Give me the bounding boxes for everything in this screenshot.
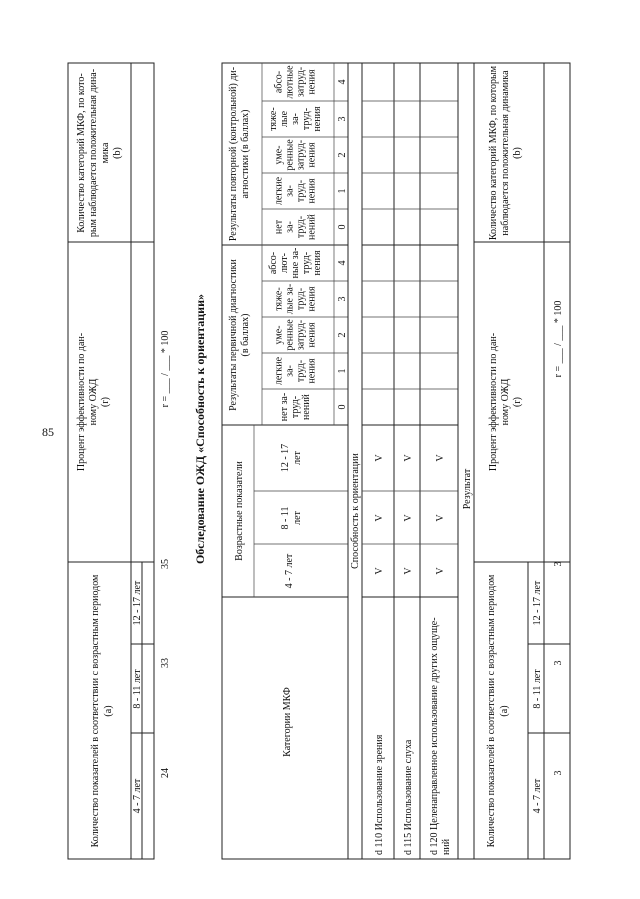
mkf-header: Категории МКФ	[282, 687, 293, 757]
primary-col-header: лые за-	[284, 283, 296, 315]
repeat-col-header: нения	[312, 106, 323, 132]
mkf-category-label: d 110 Использование зрения	[374, 734, 385, 855]
primary-col-header: нения	[312, 250, 323, 276]
repeat-score-label: 3	[337, 116, 348, 122]
repeat-col-header: нет	[273, 219, 285, 235]
bottom-value-4-7: 3	[553, 770, 564, 776]
age-check-mark: V	[435, 454, 446, 462]
primary-col-header: за-	[284, 365, 296, 377]
primary-col-header: затруд-	[295, 319, 307, 351]
repeat-col-header: труд-	[295, 215, 307, 239]
primary-col-header: тяже-	[273, 287, 285, 311]
primary-score-label: 3	[337, 296, 348, 302]
repeat-col-header: труд-	[301, 107, 312, 131]
primary-col-header: нений	[301, 394, 312, 420]
repeat-col-header: нения	[306, 178, 318, 204]
primary-col-header: нения	[306, 358, 318, 384]
age-col-12-17-line2: лет	[292, 451, 303, 465]
section-title: Обследование ОЖД «Способность к ориентации»	[193, 293, 207, 565]
primary-header-2: (в баллах)	[240, 313, 251, 357]
top-value-8-11: 33	[160, 658, 171, 668]
top-count-sub: (a)	[103, 705, 114, 717]
bottom-percent-sub: (r)	[512, 397, 523, 407]
top-categories-header-1: Количество категорий МКФ, по кото-	[76, 73, 87, 233]
repeat-col-header: за-	[284, 185, 296, 197]
top-age-4-7: 4 - 7 лет	[132, 778, 143, 814]
repeat-col-header: затруд-	[295, 139, 307, 171]
primary-col-header: легкие	[273, 356, 285, 386]
repeat-header-1: Результаты повторной (контрольной) ди-	[228, 66, 239, 242]
bottom-count-sub: (a)	[499, 705, 510, 717]
primary-col-header: труд-	[295, 359, 307, 383]
primary-col-header: лют-	[279, 252, 290, 274]
bottom-age-12-17: 12 - 17 лет	[532, 580, 543, 626]
top-value-4-7: 24	[160, 768, 171, 778]
bottom-categories-header-2: наблюдается положительная динамика	[500, 70, 511, 236]
repeat-col-header: нений	[306, 214, 318, 240]
primary-score-label: 1	[337, 368, 348, 374]
top-count-header: Количество показателей в соответствии с возрастным периодом	[90, 574, 101, 848]
top-categories-header-3: мика	[100, 142, 111, 164]
repeat-header-2: агностики (в баллах)	[240, 109, 251, 199]
primary-col-header: труд-	[295, 287, 307, 311]
repeat-col-header: за-	[290, 113, 301, 125]
repeat-score-label: 4	[337, 79, 348, 85]
repeat-col-header: затруд-	[295, 66, 307, 98]
bottom-percent-header-2: ному ОЖД	[500, 378, 511, 426]
top-age-8-11: 8 - 11 лет	[132, 669, 143, 709]
primary-col-header: ные за-	[290, 247, 301, 279]
primary-col-header: нет за-	[279, 392, 290, 422]
result-row-label: Результат	[462, 468, 473, 510]
top-percent-header-2: ному ОЖД	[88, 378, 99, 426]
repeat-col-header: нения	[306, 69, 318, 95]
age-check-mark: V	[435, 514, 446, 522]
repeat-col-header: нения	[306, 142, 318, 168]
bottom-categories-sub: (b)	[512, 147, 523, 159]
age-check-mark: V	[374, 454, 385, 462]
repeat-col-header: ренные	[284, 139, 296, 171]
age-check-mark: V	[435, 567, 446, 575]
bottom-formula: r = ___ / ___ * 100	[553, 300, 564, 378]
age-check-mark: V	[403, 454, 414, 462]
repeat-col-header: лютные	[284, 65, 296, 99]
group-row-label: Способность к ориентации	[350, 453, 361, 569]
age-check-mark: V	[403, 567, 414, 575]
primary-header-1: Результаты первичной диагностики	[228, 259, 239, 411]
mkf-category-label: d 120 Целенаправленное использование других ощуще-	[429, 617, 440, 855]
repeat-col-header: абсо-	[273, 70, 285, 94]
bottom-age-4-7: 4 - 7 лет	[532, 778, 543, 814]
age-check-mark: V	[403, 514, 414, 522]
top-percent-sub: (r)	[100, 397, 111, 407]
repeat-score-label: 2	[337, 152, 348, 158]
bottom-value-8-11: 3	[553, 660, 564, 666]
bottom-percent-header-1: Процент эффективности по дан-	[488, 332, 499, 472]
primary-col-header: абсо-	[268, 251, 279, 275]
age-header: Возрастные показатели	[234, 461, 245, 561]
mkf-category-label: d 115 Использование слуха	[403, 739, 414, 855]
primary-score-label: 2	[337, 332, 348, 338]
top-categories-header-2: рым наблюдается положительная дина-	[88, 68, 99, 238]
age-col-8-11-line1: 8 - 11	[280, 506, 291, 530]
repeat-score-label: 0	[337, 224, 348, 230]
bottom-age-8-11: 8 - 11 лет	[532, 669, 543, 709]
top-formula: r = ___ / ___ * 100	[160, 330, 171, 408]
bottom-categories-header-1: Количество категорий МКФ, по которым	[488, 65, 499, 241]
primary-col-header: нения	[306, 286, 318, 312]
repeat-score-label: 1	[337, 188, 348, 194]
mkf-category-label: ний	[441, 838, 452, 855]
repeat-col-header: лые	[279, 110, 290, 128]
repeat-col-header: уме-	[273, 145, 285, 165]
repeat-col-header: за-	[284, 221, 296, 233]
primary-col-header: труд-	[290, 395, 301, 419]
bottom-count-header: Количество показателей в соответствии с возрастным периодом	[486, 574, 497, 848]
primary-col-header: труд-	[301, 251, 312, 275]
top-percent-header-1: Процент эффективности по дан-	[76, 332, 87, 472]
age-col-8-11-line2: лет	[292, 511, 303, 525]
age-check-mark: V	[374, 567, 385, 575]
top-categories-sub: (b)	[112, 147, 123, 159]
primary-col-header: нения	[306, 322, 318, 348]
age-check-mark: V	[374, 514, 385, 522]
primary-score-label: 4	[337, 260, 348, 266]
age-col-4-7: 4 - 7 лет	[284, 553, 295, 589]
primary-score-label: 0	[337, 404, 348, 410]
age-col-12-17-line1: 12 - 17	[280, 443, 291, 473]
repeat-col-header: тяже-	[268, 107, 279, 131]
primary-col-header: ренные	[284, 319, 296, 351]
page-number: 85	[42, 425, 54, 439]
repeat-col-header: труд-	[295, 179, 307, 203]
top-value-12-17: 35	[160, 559, 171, 569]
repeat-col-header: легкие	[273, 176, 285, 206]
bottom-value-12-17: 3	[553, 561, 564, 567]
top-age-12-17: 12 - 17 лет	[132, 580, 143, 626]
primary-col-header: уме-	[273, 325, 285, 345]
